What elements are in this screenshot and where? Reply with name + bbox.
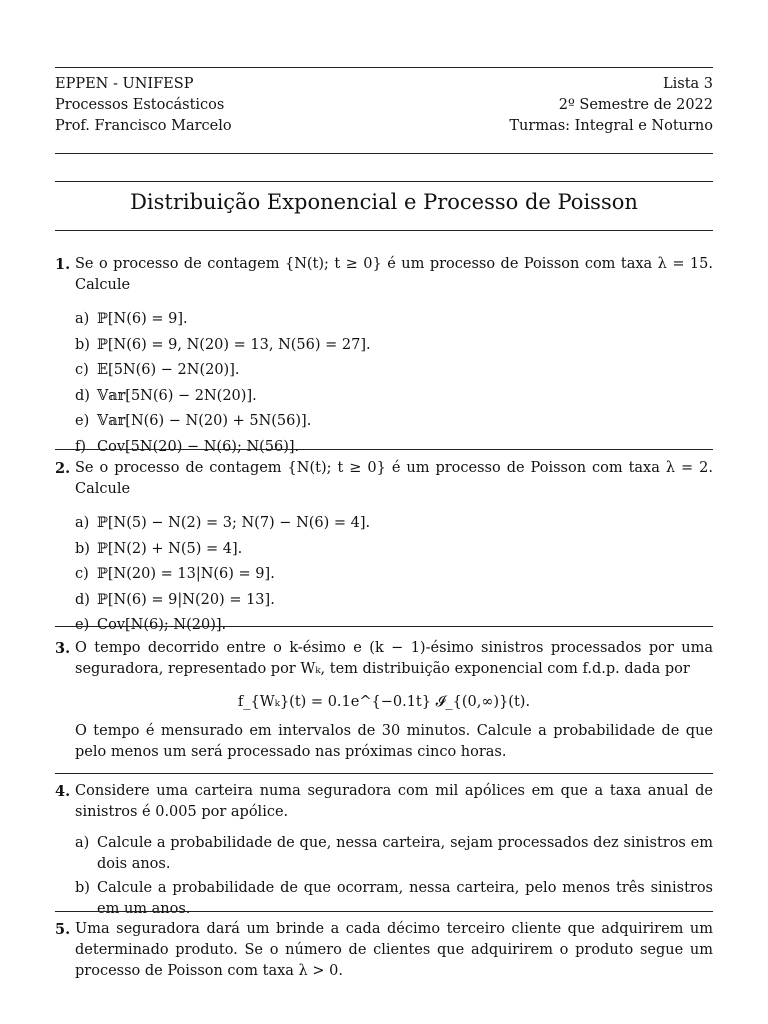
list-number: Lista 3 [662, 76, 713, 92]
list-item: c) 𝔼[5N(6) − 2N(20)]. [75, 362, 240, 378]
list-item: c) ℙ[N(20) = 13|N(6) = 9]. [75, 566, 275, 582]
separator-rule [55, 911, 713, 912]
pdf-formula: f_{Wₖ}(t) = 0.1e^{−0.1t} 𝓘_{(0,∞)}(t). [237, 694, 531, 710]
list-item: a) Calcule a probabilidade de que, nessa carteira, sejam processados dez sinistros em dois anos. [75, 835, 713, 872]
title-bottom-rule [55, 230, 713, 231]
institution-name: EPPEN - UNIFESP [55, 76, 194, 92]
question-number: 2. [55, 460, 71, 477]
question-number: 4. [55, 783, 71, 800]
list-item: a) ℙ[N(5) − N(2) = 3; N(7) − N(6) = 4]. [75, 515, 371, 531]
header-top-rule [55, 67, 713, 68]
question-followup: O tempo é mensurado em intervalos de 30 minutos. Calcule a probabilidade de que pelo menos um será processado nas próximas cinco horas. [75, 723, 713, 760]
list-item: d) 𝕍𝕒𝕣[5N(6) − 2N(20)]. [75, 387, 257, 404]
question-1 [55, 254, 713, 460]
list-item: b) ℙ[N(6) = 9, N(20) = 13, N(56) = 27]. [75, 336, 371, 353]
question-text: O tempo decorrido entre o k-ésimo e (k − 1)-ésimo sinistros processados por uma seguradora, representado por Wₖ, tem distribuição exponencial com f.d.p. dada por [75, 640, 713, 677]
list-item: b) ℙ[N(2) + N(5) = 4]. [75, 540, 243, 557]
question-number: 5. [55, 921, 71, 938]
question-items [75, 833, 713, 920]
question-items [75, 511, 713, 639]
question-2 [55, 458, 713, 639]
course-name: Processos Estocásticos [55, 97, 225, 113]
question-text: Se o processo de contagem {N(t); t ≥ 0} é um processo de Poisson com taxa λ = 15. Calcule [75, 256, 713, 293]
question-text: Uma seguradora dará um brinde a cada décimo terceiro cliente que adquirirem um determinado produto. Se o número de clientes que adquirirem o produto segue um processo de Poisson com taxa λ > 0. [75, 921, 713, 979]
list-item: f) Cov[5N(20) − N(6); N(56)]. [75, 438, 300, 455]
separator-rule [55, 449, 713, 450]
page-header [55, 74, 713, 137]
question-5 [55, 919, 713, 982]
question-items [75, 307, 713, 460]
separator-rule [55, 626, 713, 627]
separator-rule [55, 773, 713, 774]
question-text: Se o processo de contagem {N(t); t ≥ 0} é um processo de Poisson com taxa λ = 2. Calcule [75, 460, 713, 497]
page-title: Distribuição Exponencial e Processo de Poisson [130, 190, 638, 214]
question-number: 1. [55, 256, 71, 273]
list-item: a) ℙ[N(6) = 9]. [75, 311, 188, 327]
list-item: e) 𝕍𝕒𝕣[N(6) − N(20) + 5N(56)]. [75, 413, 312, 429]
list-item: b) Calcule a probabilidade de que ocorram, nessa carteira, pelo menos três sinistros em um anos. [75, 880, 713, 917]
question-text: Considere uma carteira numa seguradora com mil apólices em que a taxa anual de sinistros é 0.005 por apólice. [75, 783, 713, 820]
question-number: 3. [55, 640, 71, 657]
title-top-rule [55, 181, 713, 182]
header-bottom-rule [55, 153, 713, 154]
semester: 2º Semestre de 2022 [558, 97, 713, 113]
list-item: d) ℙ[N(6) = 9|N(20) = 13]. [75, 591, 275, 608]
class-groups: Turmas: Integral e Noturno [509, 118, 713, 134]
question-3 [55, 638, 713, 763]
professor-name: Prof. Francisco Marcelo [55, 118, 232, 134]
list-item: e) Cov[N(6); N(20)]. [75, 617, 227, 633]
question-4 [55, 781, 713, 923]
